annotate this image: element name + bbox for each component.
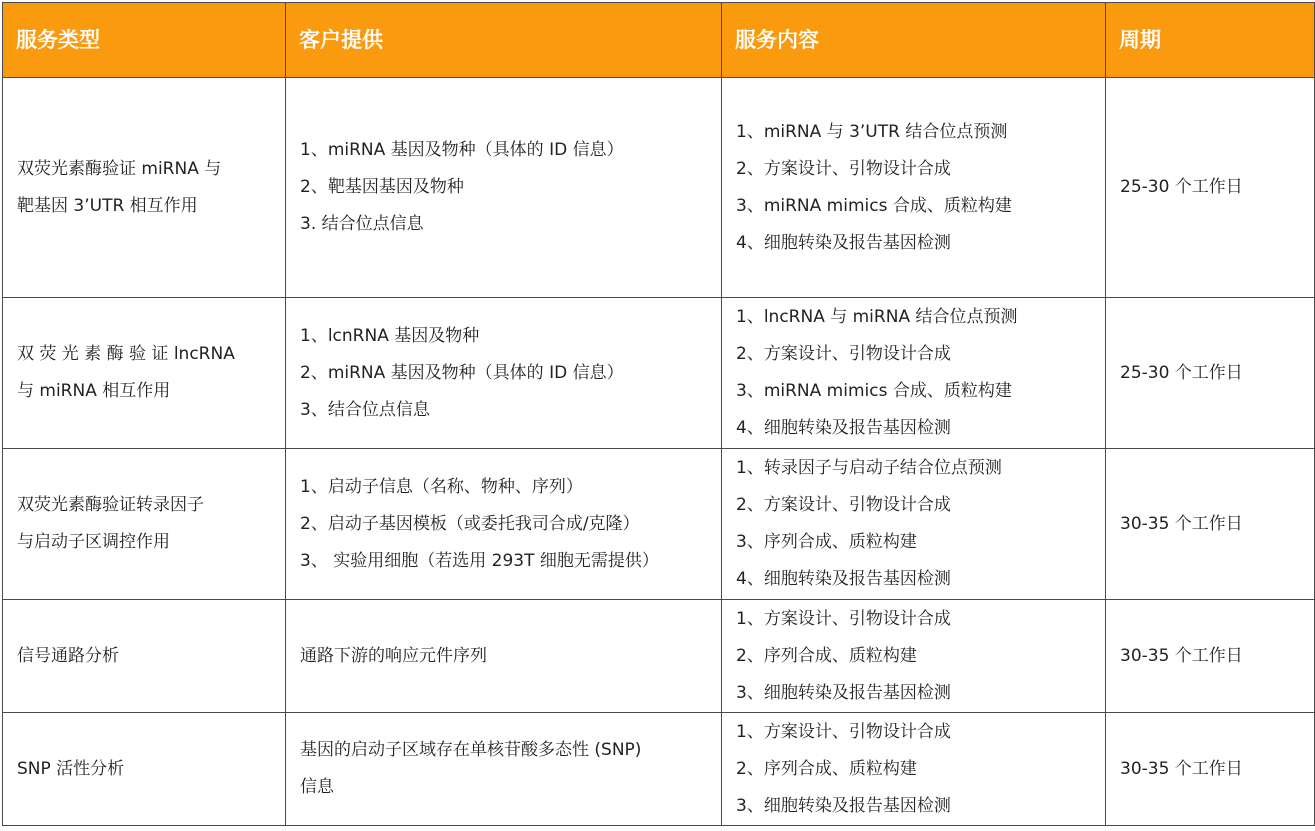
service-line: 3、细胞转染及报告基因检测	[736, 795, 951, 816]
customer-line: 3、 实验用细胞（若选用 293T 细胞无需提供）	[300, 550, 659, 571]
cell-period: 30-35 个工作日	[1106, 600, 1315, 713]
header-row	[3, 3, 1315, 78]
customer-line: 信息	[300, 777, 334, 797]
service-type-line: 双 荧 光 素 酶 验 证 lncRNA	[17, 344, 235, 364]
customer-line: 通路下游的响应元件序列	[300, 645, 487, 666]
service-line: 2、序列合成、质粒构建	[736, 645, 917, 666]
service-line: 1、miRNA 与 3’UTR 结合位点预测	[736, 121, 1008, 142]
table-row	[3, 449, 1315, 600]
header-period: 周期	[1106, 3, 1315, 78]
cell-customer-provides	[286, 449, 722, 600]
cell-service-content	[722, 78, 1106, 298]
header-service-type: 服务类型	[3, 3, 286, 78]
cell-service-type	[3, 78, 286, 298]
service-line: 3、细胞转染及报告基因检测	[736, 682, 951, 703]
service-line: 1、方案设计、引物设计合成	[736, 721, 951, 742]
service-line: 2、方案设计、引物设计合成	[736, 158, 951, 179]
cell-service-content	[722, 713, 1106, 826]
service-type-line: 与启动子区调控作用	[17, 532, 170, 552]
service-line: 3、miRNA mimics 合成、质粒构建	[736, 381, 1012, 401]
cell-customer-provides	[286, 713, 722, 826]
service-type-line: SNP 活性分析	[17, 758, 125, 779]
table-row	[3, 298, 1315, 449]
service-line: 3、序列合成、质粒构建	[736, 532, 917, 552]
cell-customer-provides	[286, 600, 722, 713]
table-row	[3, 78, 1315, 298]
cell-customer-provides	[286, 298, 722, 449]
cell-service-content	[722, 298, 1106, 449]
cell-service-content	[722, 600, 1106, 713]
service-line: 2、方案设计、引物设计合成	[736, 495, 951, 515]
cell-period: 25-30 个工作日	[1106, 298, 1315, 449]
service-type-line: 双荧光素酶验证 miRNA 与	[17, 158, 222, 179]
customer-line: 2、靶基因基因及物种	[300, 177, 464, 197]
cell-service-type	[3, 713, 286, 826]
service-line: 2、序列合成、质粒构建	[736, 758, 917, 779]
table-row	[3, 600, 1315, 713]
cell-period: 30-35 个工作日	[1106, 449, 1315, 600]
service-line: 2、方案设计、引物设计合成	[736, 344, 951, 364]
service-type-line: 信号通路分析	[17, 645, 119, 666]
service-line: 1、方案设计、引物设计合成	[736, 608, 951, 629]
service-type-line: 靶基因 3’UTR 相互作用	[17, 195, 198, 216]
service-line: 4、细胞转染及报告基因检测	[736, 232, 951, 253]
customer-line: 1、启动子信息（名称、物种、序列）	[300, 476, 583, 497]
service-line: 1、lncRNA 与 miRNA 结合位点预测	[736, 307, 1018, 327]
service-type-line: 双荧光素酶验证转录因子	[17, 495, 204, 515]
customer-line: 2、miRNA 基因及物种（具体的 ID 信息）	[300, 362, 624, 383]
customer-line: 3. 结合位点信息	[300, 214, 424, 234]
customer-line: 1、miRNA 基因及物种（具体的 ID 信息）	[300, 140, 624, 160]
service-line: 3、miRNA mimics 合成、质粒构建	[736, 195, 1012, 216]
customer-line: 3、结合位点信息	[300, 399, 430, 420]
service-type-line: 与 miRNA 相互作用	[17, 381, 171, 401]
service-line: 1、转录因子与启动子结合位点预测	[736, 458, 1002, 478]
cell-service-type	[3, 298, 286, 449]
cell-period: 25-30 个工作日	[1106, 78, 1315, 298]
customer-line: 1、lcnRNA 基因及物种	[300, 325, 480, 346]
cell-service-content	[722, 449, 1106, 600]
customer-line: 2、启动子基因模板（或委托我司合成/克隆）	[300, 513, 640, 534]
cell-customer-provides	[286, 78, 722, 298]
header-service-content: 服务内容	[722, 3, 1106, 78]
cell-service-type	[3, 600, 286, 713]
service-line: 4、细胞转染及报告基因检测	[736, 418, 951, 438]
cell-period: 30-35 个工作日	[1106, 713, 1315, 826]
service-line: 4、细胞转染及报告基因检测	[736, 569, 951, 589]
cell-service-type	[3, 449, 286, 600]
customer-line: 基因的启动子区域存在单核苷酸多态性 (SNP)	[300, 740, 642, 760]
service-table	[2, 2, 1315, 826]
table-row	[3, 713, 1315, 826]
header-customer-provides: 客户提供	[286, 3, 722, 78]
